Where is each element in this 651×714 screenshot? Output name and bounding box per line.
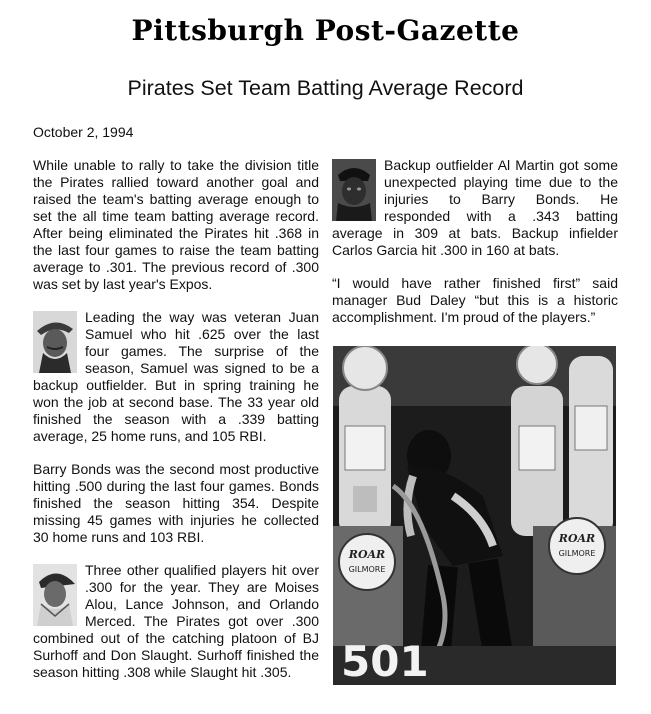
masthead: Pittsburgh Post-Gazette [131,14,520,47]
paragraph: Leading the way was veteran Juan Samuel who hit .625 over the last four games. The surprise of the season, Samuel was signed to be a backup outfielder. But in spring training he won the job at second base. The 33 year old finished the season with a .339 batting average, 25 home runs, and 105 RBI. [33,309,319,444]
pump-brand-left: GILMORE [348,565,386,574]
paragraph: Backup outfielder Al Martin got some unexpected playing time due to the injuries to Barry Bonds. He responded with a .343 batting average in 309 at bats. Backup infielder Carlos Garcia hit .300 in 160 at bats. [332,157,618,258]
right-column [332,157,618,342]
player-photo-juan-samuel [33,311,77,373]
paragraph: Three other qualified players hit over .300 for the year. They are Moises Alou, Lance Johnson, and Orlando Merced. The Pirates got over .300 combined out of the catching platoon of BJ Surhoff and Don Slaught. Surhoff finished the season hitting .308 while Slaught hit .305. [33,562,319,680]
headline: Pirates Set Team Batting Average Record [127,76,524,100]
levis-501-ad-photo [333,346,616,685]
article-date: October 2, 1994 [33,124,134,140]
pump-brand-right: GILMORE [558,549,596,558]
pump-label-right: ROAR [558,532,596,545]
left-column [33,157,319,697]
player-photo-al-martin [332,159,376,221]
player-photo-moises-alou [33,564,77,626]
levis-501-logo: 501 [341,637,429,685]
pump-label-left: ROAR [348,548,386,561]
paragraph: While unable to rally to take the division title the Pirates rallied toward another goal and raised the team's batting average enough to set the all time team batting average record. After being eliminated the Pirates hit .368 in the last four games to raise the team batting average to .301. The previous record of .300 was set by last year's Expos. [33,157,319,292]
paragraph: Barry Bonds was the second most productive hitting .500 during the last four games. Bonds finished the season hitting 354. Despite missing 45 games with injuries he collected 30 home runs and 103 RBI. [33,461,319,545]
quote-paragraph: “I would have rather finished first” said manager Bud Daley “but this is a historic accomplishment. I'm proud of the players.” [332,275,618,325]
